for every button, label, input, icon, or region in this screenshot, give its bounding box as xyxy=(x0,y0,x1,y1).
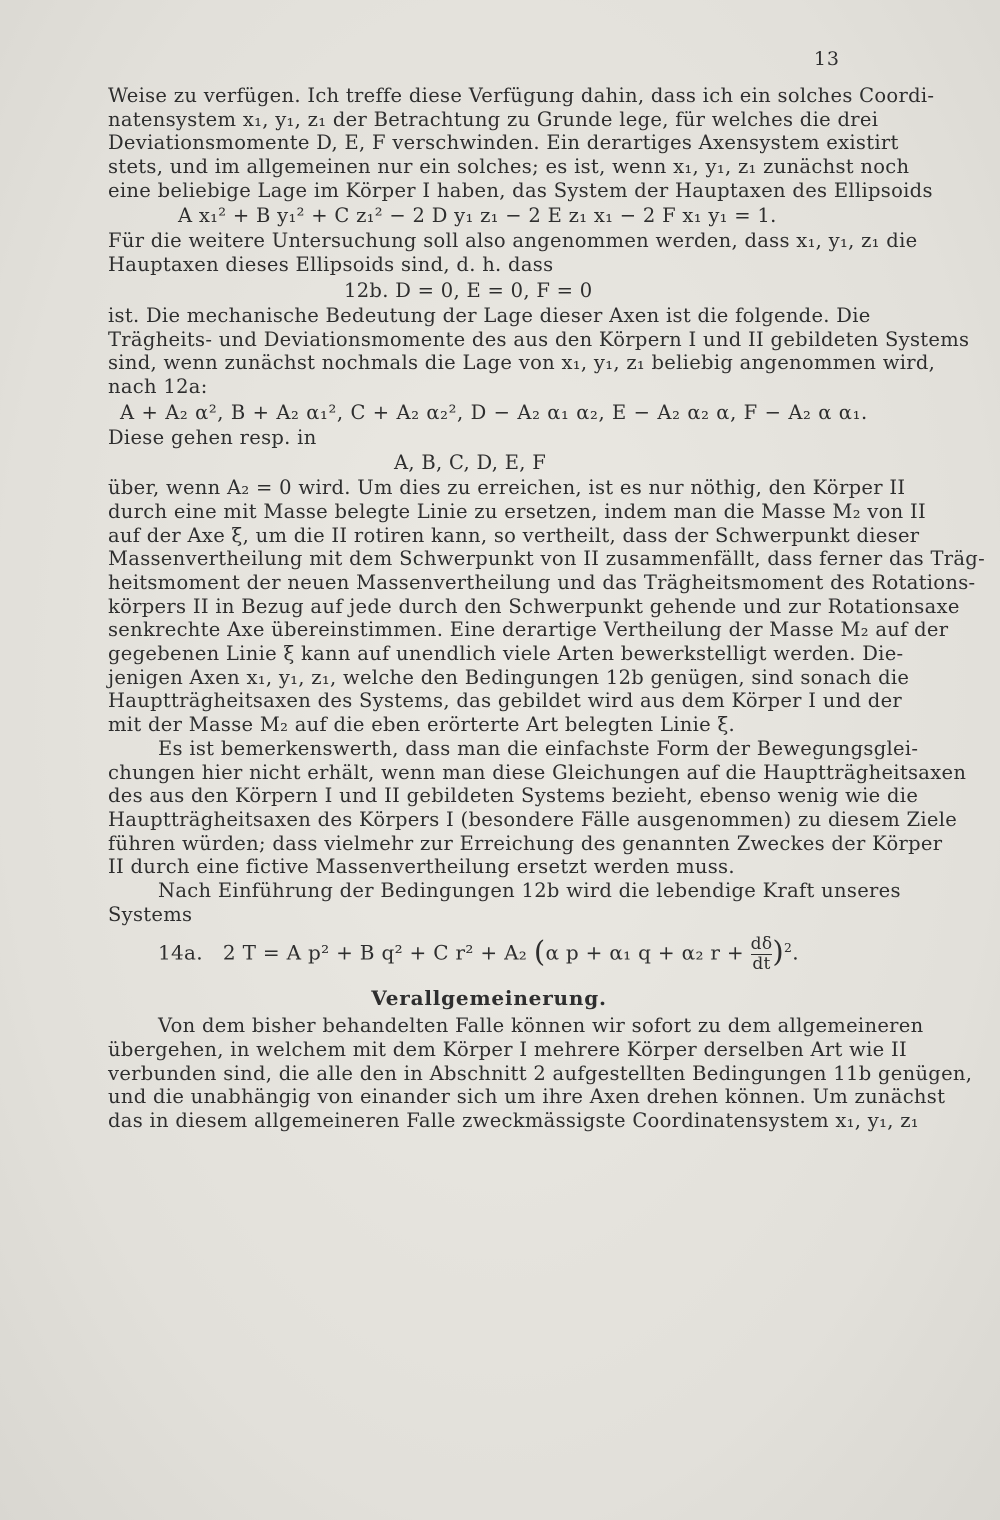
text-line: jenigen Axen x₁, y₁, z₁, welche den Bedingungen 12b genügen, sind sonach die xyxy=(108,665,910,689)
text-line: Weise zu verfügen. Ich treffe diese Verfügung dahin, dass ich ein solches Coordi- xyxy=(108,84,935,107)
text-line: Deviationsmomente D, E, F verschwinden. Ein derartiges Axensystem existirt xyxy=(108,131,899,155)
text-line: Von dem bisher behandelten Falle können wir sofort zu dem allgemeineren xyxy=(158,1014,924,1038)
text-line: eine beliebige Lage im Körper I haben, das System der Hauptaxen des Ellipsoids xyxy=(108,178,933,202)
text-line: Hauptaxen dieses Ellipsoids sind, d. h. dass xyxy=(108,253,554,277)
text-line: über, wenn A₂ = 0 wird. Um dies zu erreichen, ist es nur nöthig, den Körper II xyxy=(108,476,906,500)
equation-14a xyxy=(108,926,840,974)
text-line: verbunden sind, die alle den in Abschnitt 2 aufgestellten Bedingungen 11b genügen, xyxy=(108,1061,973,1085)
text-line: natensystem x₁, y₁, z₁ der Betrachtung zu Grunde lege, für welches die drei xyxy=(108,107,879,131)
body-text xyxy=(108,84,985,1133)
text-line: sind, wenn zunächst nochmals die Lage von x₁, y₁, z₁ beliebig angenommen wird, xyxy=(108,351,936,375)
close-paren: ) xyxy=(772,934,785,969)
equation-inner: α p + α₁ q + α₂ r + xyxy=(545,940,744,965)
text-line: gegebenen Linie ξ kann auf unendlich viele Arten bewerkstelligt werden. Die- xyxy=(108,642,904,666)
text-line: stets, und im allgemeinen nur ein solches; es ist, wenn x₁, y₁, z₁ zunächst noch xyxy=(108,155,910,179)
text-line: Massenvertheilung mit dem Schwerpunkt von II zusammenfällt, dass ferner das Träg- xyxy=(108,547,985,571)
text-line: Hauptträgheitsaxen des Systems, das gebildet wird aus dem Körper I und der xyxy=(108,689,903,713)
text-line: das in diesem allgemeineren Falle zweckmässigste Coordinatensystem x₁, y₁, z₁ xyxy=(108,1109,919,1133)
text-line: durch eine mit Masse belegte Linie zu ersetzen, indem man die Masse M₂ von II xyxy=(108,499,927,523)
text-line: des aus den Körpern I und II gebildeten Systems bezieht, ebenso wenig wie die xyxy=(108,784,919,808)
page-number: 13 xyxy=(813,48,840,70)
text-line: Nach Einführung der Bedingungen 12b wird die lebendige Kraft unseres xyxy=(158,878,901,902)
text-line: Trägheits- und Deviationsmomente des aus den Körpern I und II gebildeten Systems xyxy=(108,327,970,351)
equation-ellipsoid: A x₁² + B y₁² + C z₁² − 2 D y₁ z₁ − 2 E z₁ x₁ − 2 F x₁ y₁ = 1. xyxy=(178,204,777,228)
text-line: Es ist bemerkenswerth, dass man die einfachste Form der Bewegungsglei- xyxy=(158,736,919,760)
fraction xyxy=(751,935,773,973)
equation-list: A, B, C, D, E, F xyxy=(394,451,547,475)
equation-label: 14a. xyxy=(158,940,203,965)
text-line: II durch eine fictive Massenvertheilung ersetzt werden muss. xyxy=(108,855,735,879)
text-line: heitsmoment der neuen Massenvertheilung und das Trägheitsmoment des Rotations- xyxy=(108,571,976,594)
text-line: körpers II in Bezug auf jede durch den Schwerpunkt gehende und zur Rotationsaxe xyxy=(108,594,960,618)
text-line: Für die weitere Untersuchung soll also angenommen werden, dass x₁, y₁, z₁ die xyxy=(108,229,918,253)
text-line: Diese gehen resp. in xyxy=(108,425,317,449)
text-line: führen würden; dass vielmehr zur Erreichung des genannten Zweckes der Körper xyxy=(108,831,943,855)
section-heading: Verallgemeinerung. xyxy=(371,986,607,1011)
text-line: chungen hier nicht erhält, wenn man diese Gleichungen auf die Hauptträgheitsaxen xyxy=(108,760,967,784)
text-line: Systems xyxy=(108,902,193,926)
exponent: 2 xyxy=(784,940,793,956)
text-line: ist. Die mechanische Bedeutung der Lage dieser Axen ist die folgende. Die xyxy=(108,303,871,327)
equation-moments: A + A₂ α², B + A₂ α₁², C + A₂ α₂², D − A₂ α₁ α₂, E − A₂ α₂ α, F − A₂ α α₁. xyxy=(120,400,868,424)
text-line: auf der Axe ξ, um die II rotiren kann, so vertheilt, dass der Schwerpunkt dieser xyxy=(108,523,920,547)
text-line: Hauptträgheitsaxen des Körpers I (besondere Fälle ausgenommen) zu diesem Ziele xyxy=(108,807,958,831)
text-line: übergehen, in welchem mit dem Körper I mehrere Körper derselben Art wie II xyxy=(108,1038,907,1061)
equation-end: . xyxy=(792,940,799,965)
fraction-denominator: dt xyxy=(752,953,771,974)
text-line: und die unabhängig von einander sich um ihre Axen drehen können. Um zunächst xyxy=(108,1085,946,1109)
fraction-numerator: dδ xyxy=(750,934,773,955)
text-line: mit der Masse M₂ auf die eben erörterte Art belegten Linie ξ. xyxy=(108,713,736,737)
text-line: senkrechte Axe übereinstimmen. Eine derartige Vertheilung der Masse M₂ auf der xyxy=(108,618,949,642)
equation-12b: 12b. D = 0, E = 0, F = 0 xyxy=(344,278,593,302)
text-line: nach 12a: xyxy=(108,374,208,398)
open-paren: ( xyxy=(533,934,546,969)
equation-lhs: 2 T = A p² + B q² + C r² + A₂ xyxy=(222,940,528,965)
